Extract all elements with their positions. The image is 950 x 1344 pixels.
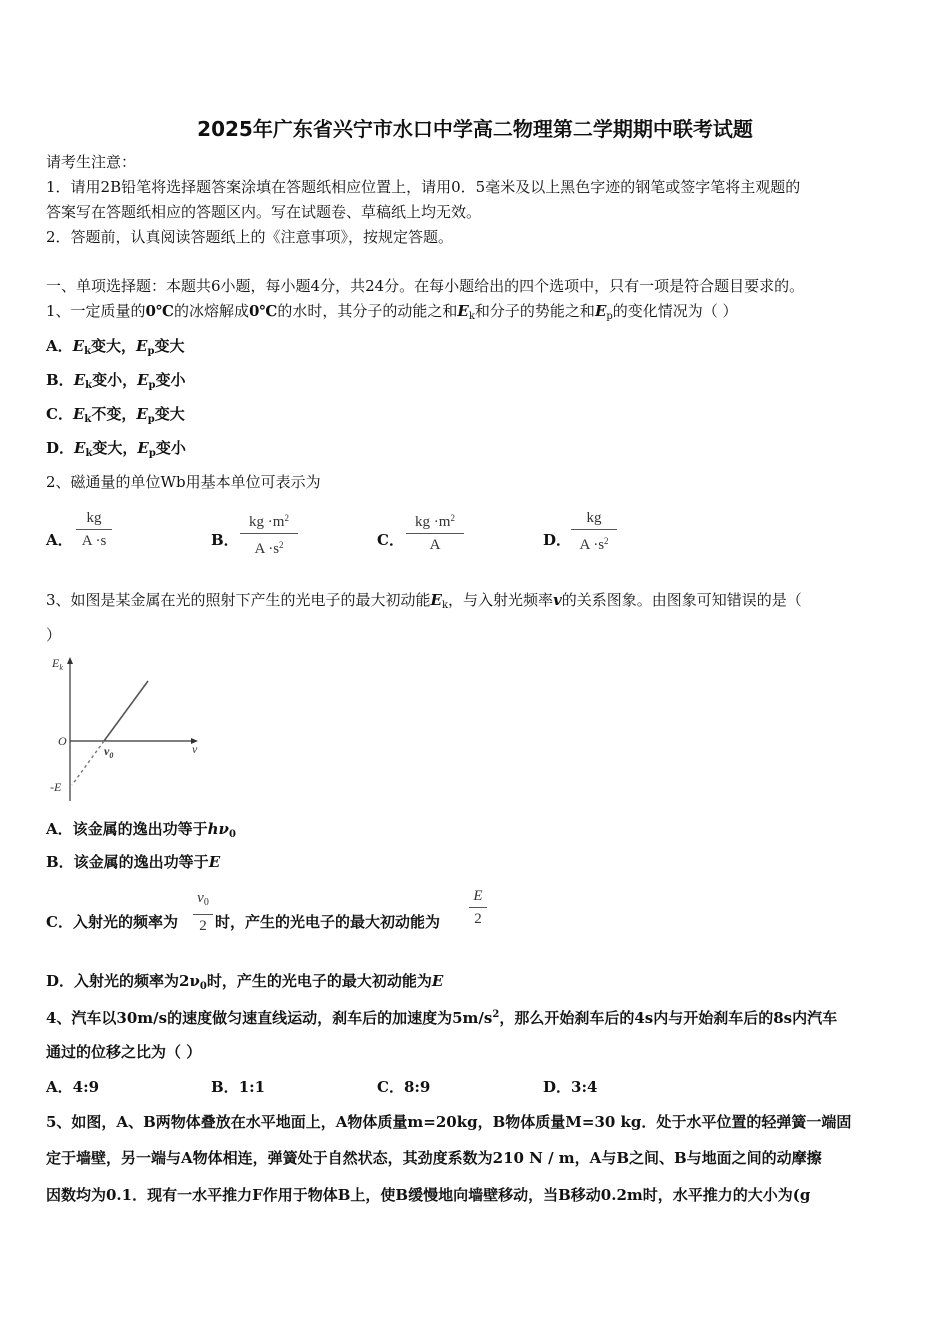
question-1-option-b[interactable]: B．$E_k$变小，$E_p$变小 (46, 371, 186, 391)
notice-heading: 请考生注意： (46, 153, 137, 171)
question-1-stem: 1、一定质量的0℃的冰熔解成0℃的水时，其分子的动能之和$E_k$和分子的势能之和$E_p$的变化情况为（ ） (46, 302, 738, 322)
question-3-option-a[interactable]: A．该金属的逸出功等于$h\nu_0$ (46, 820, 236, 840)
section-heading: 一、单项选择题：本题共6小题，每小题4分，共24分。在每小题给出的四个选项中，只有一项是符合题目要求的。 (46, 277, 805, 295)
question-1-option-d[interactable]: D．$E_k$变大，$E_p$变小 (46, 439, 186, 459)
question-3-option-c-text-2[interactable]: 时，产生的光电子的最大初动能为 (215, 913, 441, 931)
question-4-option-d[interactable]: D．3:4 (543, 1078, 598, 1096)
question-2-option-b-fraction[interactable]: kg $\cdot m^2$ $A \cdot s^2$ (240, 509, 298, 558)
ek-nu-graph (44, 655, 204, 805)
question-2-option-b-label[interactable]: B． (211, 531, 239, 549)
question-5-line-1: 5、如图，A、B两物体叠放在水平地面上，A物体质量m=20kg，B物体质量M=30 kg．处于水平位置的轻弹簧一端固 (46, 1113, 852, 1131)
question-3-stem: 3、如图是某金属在光的照射下产生的光电子的最大初动能$E_k$，与入射光频率v的关系图象。由图象可知错误的是（ (46, 591, 802, 611)
question-3-option-b[interactable]: B．该金属的逸出功等于E (46, 853, 221, 871)
question-2-option-d-fraction[interactable]: kg $A \cdot s^2$ (571, 509, 617, 554)
question-5-line-3: 因数均为0.1．现有一水平推力F作用于物体B上，使B缓慢地向墙壁移动，当B移动0.2m时，水平推力的大小为(g (46, 1186, 811, 1204)
question-3-option-d[interactable]: D．入射光的频率为$2\nu_0$时，产生的光电子的最大初动能为E (46, 972, 444, 992)
question-3-option-c-fraction-1: $v_0$ 2 (193, 889, 213, 935)
page-title: 2025年广东省兴宁市水口中学高二物理第二学期期中联考试题 (197, 117, 753, 141)
graph-origin-label: O (58, 734, 67, 748)
question-2-option-c-label[interactable]: C． (377, 531, 404, 549)
question-4-option-a[interactable]: A．4:9 (46, 1078, 100, 1096)
graph-line-solid (104, 681, 148, 741)
question-4-option-b[interactable]: B．1:1 (211, 1078, 266, 1096)
question-3-stem-end: ） (46, 626, 62, 644)
question-4-stem-line-1: 4、汽车以30m/s的速度做匀速直线运动，刹车后的加速度为$5m/s^2$，那么开始刹车后的4s内与开始刹车后的8s内汽车 (46, 1009, 838, 1027)
notice-line-2: 2．答题前，认真阅读答题纸上的《注意事项》，按规定答题。 (46, 228, 454, 246)
notice-line-1: 1．请用2B铅笔将选择题答案涂填在答题纸相应位置上，请用0．5毫米及以上黑色字迹的钢笔或签字笔将主观题的 (46, 178, 801, 196)
graph-nu0-label: $\nu_0$ (104, 744, 114, 760)
question-2-option-a-fraction[interactable]: kg A ·s (76, 509, 112, 550)
notice-line-1b: 答案写在答题纸相应的答题区内。写在试题卷、草稿纸上均无效。 (46, 203, 482, 221)
graph-x-label: ν (192, 742, 198, 756)
question-2-stem: 2、磁通量的单位Wb用基本单位可表示为 (46, 473, 321, 491)
graph-line-dashed (72, 741, 104, 785)
question-2-option-c-fraction[interactable]: kg $\cdot m^2$ A (406, 509, 464, 554)
question-4-option-c[interactable]: C．8:9 (377, 1078, 431, 1096)
question-5-line-2: 定于墙壁，另一端与A物体相连，弹簧处于自然状态，其劲度系数为210 N / m，A与B之间、B与地面之间的动摩擦 (46, 1149, 822, 1167)
question-3-option-c-text-1[interactable]: C．入射光的频率为 (46, 913, 178, 931)
question-1-option-c[interactable]: C．$E_k$不变，$E_p$变大 (46, 405, 185, 425)
question-3-option-c-fraction-2: E 2 (469, 887, 487, 928)
graph-y-arrow (67, 657, 73, 664)
question-2-option-a-label[interactable]: A． (46, 531, 73, 549)
question-4-stem-line-2: 通过的位移之比为（ ） (46, 1043, 202, 1061)
question-1-option-a[interactable]: A．$E_k$变大，$E_p$变大 (46, 337, 185, 357)
graph-neg-e-label: -E (50, 780, 62, 794)
question-2-option-d-label[interactable]: D． (543, 531, 572, 549)
graph-y-label: $E_k$ (52, 656, 63, 672)
